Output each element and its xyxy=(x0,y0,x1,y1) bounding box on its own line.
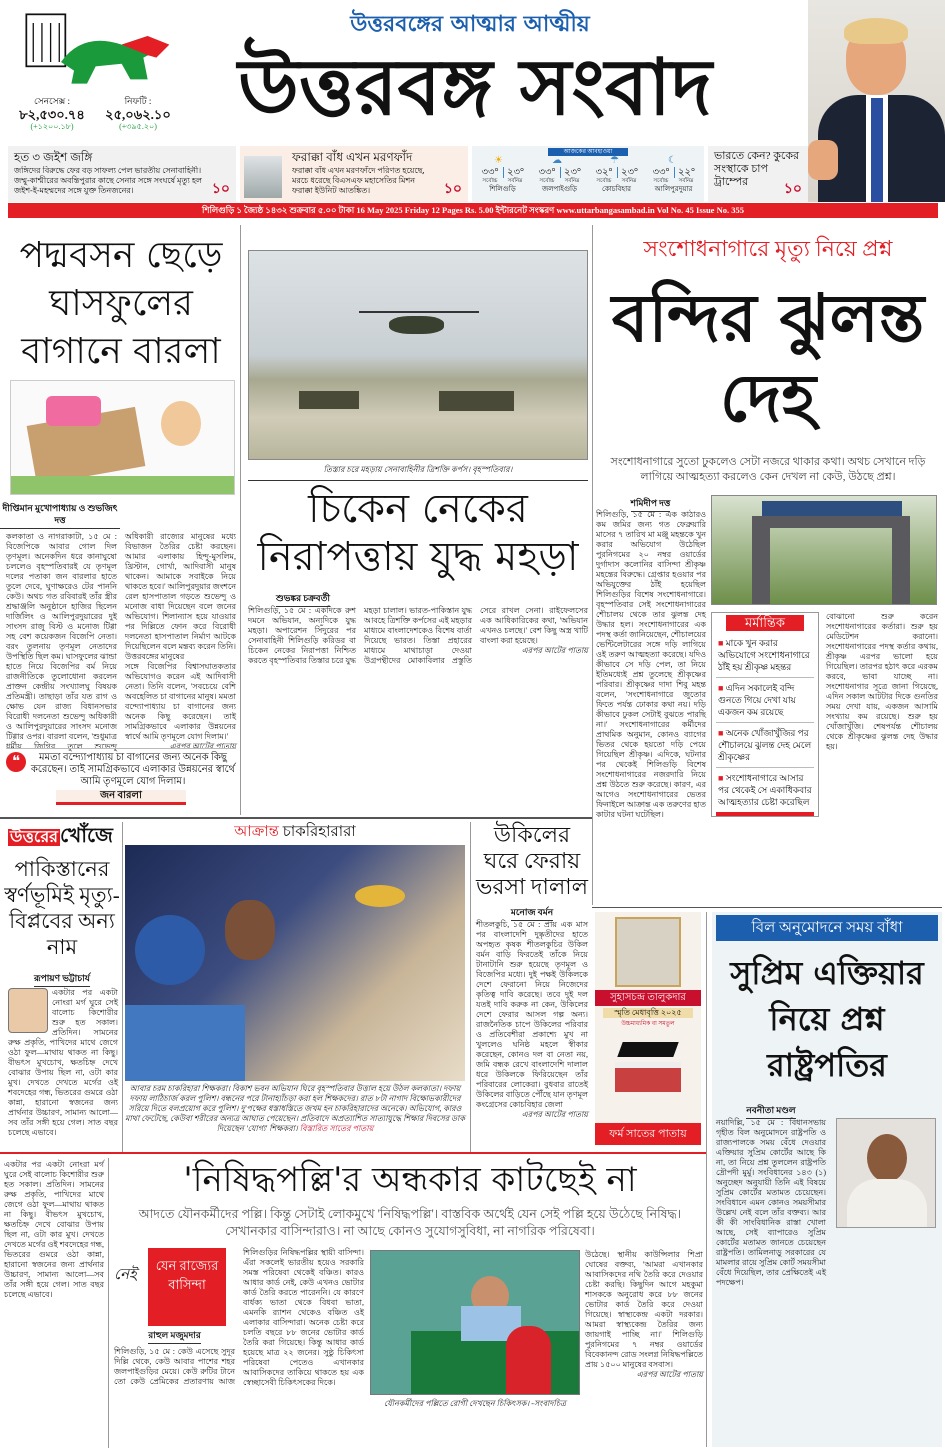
nishiddha-body2-flow xyxy=(585,1250,703,1380)
clinic-photo xyxy=(370,1250,580,1395)
weather-city: জলপাইগুড়ি xyxy=(541,185,578,193)
ukil-body: শীতলকুচি, ১৫ মে : প্রায় এক মাস পর বাংলাদেশি দুষ্কৃতীদের হাতে অপহৃত কৃষক শীতলকুচির উকিল বর্মন বাড়ি ফিরতেই তাঁকে নিয়ে টানাটানি শুরু হয়েছে তৃণমূল ও বিজেপির মধ্যে। দুই পক্ষই উকিলকে দেশে ফেরানো নিয়ে নিজেদের কৃতিত্ব দাবি করেছে। তবে দুই দল যতই দাবি করুক না কেন, উকিলের দেশে ফেরার আসল গল্প অন্য। রাজনৈতিক চাপে উকিলের পরিবার ও প্রতিবেশীরা প্রকাশ্যে মুখ না খুললেও ঘনিষ্ঠ মহলে স্বীকার করেছেন, কোনও দল বা নেতা নয়, জমি বন্ধক রেখে বাংলাদেশি দালাল ধরে উকিলকে ফিরিয়েছেন তাঁর পরিবারের লোকেরা। বুধবার রাতেই উকিলের বাড়িতে পৌঁছে যান তৃণমূল কংগ্রেসের কোচবিহার জেলা xyxy=(476,920,588,1109)
rain-icon: ☂ xyxy=(610,155,619,166)
ukil-byline: মনোজ বর্মন xyxy=(511,906,553,921)
author-photo xyxy=(8,988,48,1033)
graduation-cap-icon xyxy=(617,1042,678,1057)
sun-icon: ☀ xyxy=(494,155,503,166)
chicken-body-flow xyxy=(248,606,588,666)
jobless-kicker: আক্রান্ত চাকরিহারারা xyxy=(234,824,356,840)
min-label: সর্বনিম্ন xyxy=(507,178,523,184)
masthead xyxy=(0,0,945,145)
teaser-farakka[interactable] xyxy=(240,146,468,202)
uttarer-khonje-logo: উত্তরের খোঁজে xyxy=(10,825,113,847)
nishiddha-series-logo: নেই যেন রাজ্যের বাসিন্দা xyxy=(114,1248,235,1326)
quote-icon: ❝ xyxy=(6,752,26,772)
nifty-value: ২৫,০৬২.১০ xyxy=(105,107,171,122)
barla-body-flow xyxy=(6,532,236,752)
page-ref: ১০ xyxy=(783,182,802,197)
trump-photo xyxy=(808,0,945,202)
supreme-byline: নবনীতা মণ্ডল xyxy=(746,1104,795,1119)
weather-siliguri xyxy=(476,167,530,194)
max-temp: ৩৩° xyxy=(652,167,670,178)
khonje-body: একটার পর একটা নোংরা মর্গ ঘুরে সেই বালোচ কিশোরীর শুরু হত সকাল। প্রতিদিন। সামনের রুক্ষ প্রকৃতি, পাখিদের মাথে জেগে ওঠা ফুল—মাথায় থাকত না কিছু। বীভৎস মুখচোখ, ক্ষতচিহ্ন দেখে বোঝার উপায় ছিল না, ওটা কার মুখ। দেখতে দেখতে মর্গের ওই শবদেহের গন্ধ, ভিতরের গুমরে ওঠা কান্না, হারানো স্বজনের জন্য প্রার্থনার উচ্চারণ, সামান্য আলো—সব তাঁর সঙ্গী হয়ে গেল। সাত বছর চলেছে এভাবে। xyxy=(8,988,118,1137)
min-label: সর্বনিম্ন xyxy=(564,178,580,184)
supreme-body: নয়াদিল্লি, ১৫ মে : বিধানসভায় গৃহীত বিল অনুমোদনে রাষ্ট্রপতি ও রাজ্যপালকে সময় বেঁধে দেওয়ার এক্তিয়ার সুপ্রিম কোর্টের আছে কি না, তা নিয়ে প্রশ্ন তুললেন রাষ্ট্রপতি দ্রৌপদী মুর্মু। সংবিধানের ১৪৩ (১) অনুচ্ছেদ অনুযায়ী তিনি এই বিষয়ে সুপ্রিম কোর্টের মতামত চেয়েছেন। সংবিধানে এমন কোনও সময়সীমার উল্লেখ নেই বলে তাঁর বক্তব্য। আর কী কী সাংবিধানিক রাস্তা খোলা আছে, সেই ব্যাপারেও সুপ্রিম কোর্টের মতামত জানতে চেয়েছেন রাষ্ট্রপতি। তামিলনাড়ু সরকারের যে মামলার রায়ে সুপ্রিম কোর্ট সময়সীমা বেঁধে দিয়েছিল, তার প্রেক্ষিতেই এই পদক্ষেপ। xyxy=(716,1118,826,1287)
nishiddha-headline: 'নিষিদ্ধপল্লি'র অন্ধকার কাটছেই না xyxy=(183,1160,637,1200)
clinic-caption: যৌনকর্মীদের পল্লিতে রোগী দেখছেন চিকিৎসক। -সংবাদচিত্র xyxy=(383,1399,567,1408)
quote-by: জন বারলা xyxy=(56,790,186,805)
fact-item: ■ মাকে খুন করার অভিযোগে সংশোধনাগারে ঠাঁই হয় শ্রীকৃষ্ণ মহন্তর xyxy=(716,633,814,678)
fact-box-title: মর্মান্তিক xyxy=(726,615,804,631)
nifty-ticker xyxy=(98,96,178,132)
sensex-label: সেনসেক্স : xyxy=(34,96,70,106)
weather-header: আজকের আবহাওয়া xyxy=(548,148,628,156)
sensex-value: ৮২,৫৩০.৭৪ xyxy=(19,107,85,122)
nishiddha-body: শিলিগুড়ি, ১৫ মে : কেউ এসেছে সুদূর দিল্লি থেকে, কেউ আবার পাশের শহর জলপাইগুড়ির মেয়ে। কেউ রুটির টানে তো কেউ প্রেমিকের প্রতারণায় আজ শিলিগুড়ির নিষিদ্ধপল্লির স্থায়ী বাসিন্দা। এঁরা সকলেই ভারতীয় হয়েও সরকারি সমস্ত পরিষেবা থেকেই বঞ্চিত। কারও আধার কার্ড নেই, কেউ এখনও ভোটার কার্ড তৈরি করতে পারেননি। যে কারণে বার্ধক্য ভাতা থেকে বিধবা ভাতা, এমনকি র‍্যাশন থেকেও বঞ্চিত ওই এলাকার বাসিন্দারা। অনেক চেষ্টা করে চলতি বছরে ৮৮ জনের ভোটার কার্ড তৈরি করা গিয়েছে। কিন্তু আধার কার্ড হয়েছে মাত্র ২২ জনের। সুষ্ঠু চিকিৎসা পরিষেবা পেতেও এখানকার আবাসিকদের তাকিয়ে থাকতে হয় এক স্বেচ্ছাসেবী চিকিৎসকের দিকে। xyxy=(114,1248,364,1387)
teaser-text: ফরাক্কা বাঁধ এখন মরণফাঁদে পরিণত হয়েছে, মরচে ধরেছে বিএসএফ মহাসেতির মিশন ফরাক্কা ইউনিট আতঙ্কিত। xyxy=(292,166,425,195)
barla-headline: পদ্মবসন ছেড়ে ঘাসফুলের বাগানে বারলা xyxy=(19,235,223,372)
weather-alipurduar xyxy=(647,167,701,194)
max-label: সর্বোচ্চ xyxy=(539,178,555,184)
weather-panel xyxy=(472,146,704,202)
max-temp: ৩৩° xyxy=(481,167,499,178)
barla-quote xyxy=(6,748,236,805)
min-temp: ২২° xyxy=(674,167,699,178)
bull-logo-icon xyxy=(5,10,195,88)
scholarship-ad[interactable] xyxy=(595,912,701,1145)
teaser-jaish[interactable] xyxy=(8,146,236,202)
min-temp: ২৩° xyxy=(560,167,585,178)
sensex-change: (+১২০০.১৮) xyxy=(30,122,74,131)
khonje-byline: রূপায়ণ ভট্টাচার্য xyxy=(34,972,90,987)
min-temp: ২৩° xyxy=(617,167,642,178)
max-label: সর্বোচ্চ xyxy=(653,178,669,184)
protest-caption-block xyxy=(125,1084,465,1134)
max-label: সর্বোচ্চ xyxy=(596,178,612,184)
nishiddha-continued[interactable]: এরপর আটের পাতায় xyxy=(636,1370,703,1379)
ukil-continued[interactable]: এরপর আটের পাতায় xyxy=(521,1110,588,1119)
chicken-byline: শুভঙ্কর চক্রবর্তী xyxy=(276,592,330,607)
ad-cta[interactable]: ফর্ম সাতের পাতায় xyxy=(595,1123,701,1145)
chicken-body: শিলিগুড়ি, ১৫ মে : একদিকে রুশ দমনে অভিযান, অন্যদিকে যুদ্ধ মহড়া। অপারেশন সিঁদুরের পর সেনাবাহিনী শিলিগুড়ি করিডর বা চিকেন নেকের নিরাপত্তা নিশ্চিত করতে বৃহস্পতিবার তিস্তার চরে যুদ্ধ মহড়া চালাল। ভারত-পাকিস্তান যুদ্ধ আবহে ত্রিশক্তি কর্পসের এই মহড়ার মাধ্যমে বাংলাদেশকেও বিশেষ বার্তা দিয়েছে ভারত। তিস্তা প্রহারের মাধ্যমে মাথাচাড়া দেওয়া উগ্রপন্থীদের মোকাবিলার প্রস্তুতি সেরে রাখল সেনা। রাইফেলসের এক আধিকারিকের কথা, 'অভিযান এখনও চলছে।' বেশ কিছু অস্ত্র খাটি বাংলা করা হয়েছে। xyxy=(248,606,588,665)
protest-photo xyxy=(125,845,465,1081)
nishiddha-byline: রাহুল মজুমদার xyxy=(148,1329,201,1344)
weather-coochbehar xyxy=(590,167,644,194)
protest-caption: আবার চরম চাকরিহারা শিক্ষকরা। বিকাশ ভবন অভিযান ঘিরে বৃহস্পতিবার উত্তাল হয়ে উঠল কলকাতা। দফায় দফায় লাঠিচার্জ করল পুলিশ। বন্ধনের পরে টানাহ্যাঁচড়া করা হল শিক্ষকদের। রাত ৮টা নাগাদ বিক্ষোভকারীদের সরিয়ে দিতে বলপ্রয়োগ করে পুলিশ। দু'পক্ষের ধস্তাধস্তিতে জখম হন চাকরিহারাদের অনেকে। অভিযোগ, কারও মাথা ফেটেছে, কেউবা শরীরের অন্যত্র আঘাত পেয়েছেন। প্রতিবাদে অপ্রত্যাশিত সাত্যাযুদ্ধে শিক্ষার দিবসের ডাক দিয়েছেন 'যোগ্য' শিক্ষকরা। xyxy=(125,1084,465,1133)
teaser-text: জঙ্গিদের বিরুদ্ধে ফের বড় সাফল্য পেল ভারতীয় সেনাবাহিনী। জম্মু-কাশ্মীরের অবন্তিপুরার কাছে সেনার সঙ্গে সংঘর্ষে মৃত্যু হল জইশ-ই-মহম্মদের সঙ্গে যুক্ত তিনজনের। xyxy=(14,166,202,195)
weather-city: শিলিগুড়ি xyxy=(489,185,516,193)
quote-text: মমতা বন্দ্যোপাধ্যায় চা বাগানের জন্য অনেক কিছু করেছেন। তাই সামগ্রিকভাবে এলাকার উন্নয়নের স্বার্থে আমি তৃণমূলে যোগ দিলাম। xyxy=(30,752,236,787)
ad-name: সুহাসচন্দ্র তালুকদার xyxy=(595,990,701,1006)
prison-headline: বন্দির ঝুলন্ত দেহ xyxy=(611,279,925,437)
teaser-title: হত ৩ জইশ জঙ্গি xyxy=(14,150,93,164)
sensex-ticker xyxy=(12,96,92,132)
max-temp: ৩২° xyxy=(595,167,613,178)
supreme-kicker: বিল অনুমোদনে সময় বাঁধা xyxy=(716,915,938,941)
masthead-title: উত্তরবঙ্গ সংবাদ xyxy=(238,42,712,133)
ukil-body-flow xyxy=(476,920,588,1120)
barla-byline: দীপ্তিমান মুখোপাধ্যায় ও শুভজিৎ দত্ত xyxy=(0,502,120,529)
prison-body-col3: বোঝানো শুরু করেন সংশোধনাগারের কর্তারা। শুরু হয় মেডিটেশন করানো। সংশোধনাগারের পদস্থ কর্তার কথায়, শ্রীকৃষ্ণ এরপর ভালো হয়ে গিয়েছিল। তারপর হঠাৎ করে এরকম করবে, ভাবা যাচ্ছে না। সংশোধনাগার সূত্রে জানা গিয়েছে, এদিন সকাল আটটার দিকে গুনতির সময় দেখা যায়, একজন আসামি সংখ্যায় কম রয়েছে। শুরু হয় খোঁজাখুঁজি। শেষপর্যন্ত শৌচালয় থেকে শ্রীকৃষ্ণের ঝুলন্ত দেহ উদ্ধার হয়। xyxy=(826,612,938,751)
prison-body: শিলিগুড়ি, ১৫ মে : এক কাঠারও কম জমির জন্য গত ফেব্রুয়ারি মাসের ৭ তারিখ মা মঞ্জু মহন্তকে খুন করার অভিযোগ উঠেছিল পুরনিগমের ২০ নম্বর ওয়ার্ডের দুর্গাদাস কলোনির বাসিন্দা শ্রীকৃষ্ণ মহন্তের বিরুদ্ধে। গ্রেপ্তার হওয়ার পর অভিযুক্তের ঠাঁই হয়েছিল শিলিগুড়ির বিশেষ সংশোধনাগারে। বৃহস্পতিবার সেই সংশোধনাগারের শৌচালয় থেকে তার ঝুলন্ত দেহ উদ্ধার হল। সংশোধনাগারের এক পদস্থ কর্তা জানিয়েছেন, শৌচালয়ের ভেন্টিলেটারের সঙ্গে দড়ি লাগিয়ে ওই তরুণ আত্মহত্যা করেছে। যদিও কীভাবে সে দড়ি পেল, তা নিয়ে ইতিমধ্যেই প্রশ্ন তুলেছে শ্রীকৃষ্ণের পরিবার। শ্রীকৃষ্ণের দাদা শিবু মহন্ত বলেন, 'সংশোধনাগারে জুতোর ফিতে পর্যন্ত ঢোকার কথা নয়। দড়ি কীভাবে ঢুকল সেটাই বুঝতে পারছি না।' সংশোধনাগারের কর্মীদের প্রাথমিক অনুমান, কোনও ব্যাগের ভিতর থেকে হয়তো দড়ি পেয়ে গিয়েছিল শ্রীকৃষ্ণ। এদিকে, ঘটনার পর থেকেই শিলিগুড়ি বিশেষ সংশোধনাগারের নজরদারি নিয়ে প্রশ্ন উঠতে শুরু করেছে। কারণ, এর আগেও সংশোধনাগারের ভেতর ফিনাইলে আক্রান্ত এক তরুণের হাত কাটার ঘটনা ঘটেছিল। xyxy=(596,510,706,819)
nifty-label: নিফটি : xyxy=(124,96,152,106)
prison-subhead: সংশোধনাগারে সুতো ঢুকলেও সেটা নজরে থাকার কথা। অথচ সেখানে দড়ি লাগিয়ে আত্মহত্যা করলেও কেন দেখল না কেউ, উঠছে প্রশ্ন। xyxy=(610,456,926,483)
correctional-home-photo xyxy=(711,495,937,605)
barla-body: কলকাতা ও নাগরাকাটা, ১৫ মে : বিজেপিকে আবার গোল দিল তৃণমূল। অনেকদিন ধরে কানাঘুষো চললেও বৃহস্পতিবারই যে তৃণমূল দলের পতাকা জন বারলার হাতে তুলে দেবে, ঘুণাক্ষরেও টের পাননি কেউ। অথচ গত রবিবারই তাঁর স্ত্রীর শ্রদ্ধাঞ্জলি অনুষ্ঠানে হাজির ছিলেন দার্জিলিং ও আলিপুরদুয়ারের দুই সাংসদ রাজু বিস্ট ও মনোজ টিগ্গা সহ বেশ কয়েকজন বিজেপি নেতা। বরং তুলনায় তৃণমূল নেতাদের উপস্থিতি ছিল কম। ঘাসফুলের ঝান্ডা হাতে নিয়ে বিজেপির বর্ম নিয়ে রাজনীতিকে তুলোধোনা করলেন প্রাক্তন কেন্দ্রীয় সংখ্যালঘু বিষয়ক প্রতিমন্ত্রী। তাছাড়া তাঁর যত রাগ ও ক্ষোভ যেন রাজ্য বিধানসভার বিরোধী দলনেতা শুভেন্দু অধিকারী ও আলিপুরদুয়ারের সাংসদ মনোজ টিগ্গার ওপর। বারলা বলেন, 'শুধুমাত্র ধর্মীয় জিগির তুলে শুভেন্দু অধিকারী রাজ্যের মানুষের মধ্যে বিভাজন তৈরির চেষ্টা করছেন। আমার এলাকায় হিন্দু-মুসলিম, খ্রিস্টান, গোর্খা, আদিবাসী মানুষ থাকেন। আমাকে সবাইকে নিয়ে থাকতে হবে।' আলিপুরদুয়ার জংশনে রেল হাসপাতাল গড়তে শুভেন্দু ও মনোজ বাধা দিয়েছেন বলে জনের অভিযোগ। শিলান্যাস হয়ে যাওয়ার পর দিল্লিতে ফোন করে বিরোধী দলনেতা হাসপাতাল নির্মাণ আটকে দিয়েছিলেন বলে মন্তব্য করেন তিনি। উত্তরবঙ্গের মানুষের xyxy=(6,532,236,751)
weather-city: কোচবিহার xyxy=(601,185,631,193)
khonje-headline: পাকিস্তানের স্বর্ণভূমিই মৃত্যু-বিপ্লবের অন্য নাম xyxy=(4,857,120,959)
supreme-headline: সুপ্রিম এক্তিয়ার নিয়ে প্রশ্ন রাষ্ট্রপতির xyxy=(730,954,924,1084)
teaser-trump[interactable] xyxy=(708,146,808,202)
cartoon-illustration xyxy=(10,380,235,495)
khonje-body-continued: একটার পর একটা নোংরা মর্গ ঘুরে সেই বালোচ কিশোরীর শুরু হত সকাল। প্রতিদিন। সামনের রুক্ষ প্রকৃতি, পাখিদের মাথে জেগে ওঠা ফুল—মাথায় থাকত না কিছু। বীভৎস মুখচোখ, ক্ষতচিহ্ন দেখে বোঝার উপায় ছিল না, ওটা কার মুখ। দেখতে দেখতে মর্গের ওই শবদেহের গন্ধ, ভিতরের গুমরে ওঠা কান্না, হারানো স্বজনের জন্য প্রার্থনার উচ্চারণ, সামান্য আলো—সব তাঁর সঙ্গী হয়ে গেল। সাত বছর চলেছে এভাবে। xyxy=(4,1160,104,1299)
jobless-continued[interactable]: বিস্তারিত সাতের পাতায় xyxy=(299,1124,374,1133)
nishiddha-subhead: আদতে যৌনকর্মীদের পল্লি। কিন্তু সেটাই লোকমুখে 'নিষিদ্ধপল্লি'। বাস্তবিক অর্থেই যেন সেই পল্লি হয়ে উঠেছে নিষিদ্ধ। সেখানকার বাসিন্দারাও। না আছে কোনও সুযোগসুবিধা, না নাগরিক পরিষেবা। xyxy=(138,1207,682,1238)
ukil-headline: উকিলের ঘরে ফেরায় ভরসা দালাল xyxy=(475,822,588,899)
max-temp: ৩৩° xyxy=(538,167,556,178)
fact-item: ■ এদিন সকালেই বন্দি গুনতে গিয়ে দেখা যায় একজন কম রয়েছে xyxy=(716,678,814,723)
teaser-title: ফরাক্কা বাঁধ এখন মরণফাঁদ xyxy=(292,150,413,164)
ad-line1: স্মৃতি মেধাবৃত্তি ২০২৫ xyxy=(603,1008,693,1018)
president-photo xyxy=(836,1118,936,1228)
prison-byline: শমিদীপ দত্ত xyxy=(631,497,671,512)
nishiddha-body2: উঠেছে। স্থানীয় কাউন্সিলার শিপ্রা ঘোষের বক্তব্য, 'আমরা এখানকার আবাসিকদের নথি তৈরি করে দেওয়ার চেষ্টা করছি। কিছুদিন আগে মহকুমা শাসককে অনুরোধ করে ৮৮ জনের ভোটার কার্ড তৈরি করে দেওয়া গিয়েছে। স্বাস্থ্যকেন্দ্র একটা দরকার। আমরা স্বাস্থ্যকেন্দ্র তৈরির জন্য জায়গাই পাচ্ছি না।' শিলিগুড়ি পুরনিগমের ৭ নম্বর ওয়ার্ডের বিবেকানন্দ রোড সংলগ্ন নিষিদ্ধপল্লিতে প্রায় ১৫০০ মানুষের বসবাস। xyxy=(585,1250,703,1369)
nifty-change: (+৩৯৫.২০) xyxy=(119,122,157,131)
min-label: সর্বনিম্ন xyxy=(621,178,637,184)
night-rain-icon: ☾ xyxy=(668,155,677,166)
masthead-slogan: উত্তরবঙ্গের আত্মার আত্মীয় xyxy=(350,12,590,37)
min-temp: ২৩° xyxy=(503,167,528,178)
khonje-body-flow xyxy=(8,988,118,1138)
page-ref: ১০ xyxy=(211,182,230,197)
books-icon xyxy=(615,1062,681,1092)
teaser-title: ভারতে কেন? কুকের সংস্থাকে চাপ ট্রাম্পের xyxy=(714,150,800,188)
nishiddha-body-flow xyxy=(114,1248,364,1388)
chicken-headline: চিকেন নেকের নিরাপত্তায় যুদ্ধ মহড়া xyxy=(257,486,579,580)
max-label: সর্বোচ্চ xyxy=(482,178,498,184)
partly-cloudy-icon: ☁ xyxy=(552,155,562,166)
fact-item: ■ সংশোধনাগারে আসার পর থেকেই সে একাধিকবার আত্মহত্যার চেষ্টা করেছিল xyxy=(716,768,814,816)
army-drill-photo xyxy=(248,250,588,460)
farakka-photo xyxy=(244,156,282,198)
army-drill-caption: তিস্তার চরে মহড়ায় সেনাবাহিনীর ত্রিশক্তি কর্পস। বৃহস্পতিবার। xyxy=(323,465,513,474)
dateline-bar: শিলিগুড়ি ১ জ্যৈষ্ঠ ১৪৩২ শুক্রবার ৫.০০ টাকা 16 May 2025 Friday 12 Pages Rs. 5.00 ইন্টারনেট সংস্করণ www.uttarbangasambad.in Vol No. 45 Issue No. 355 xyxy=(8,203,938,218)
portrait-photo xyxy=(615,917,681,987)
ad-line2: উচ্চমাধ্যমিক বা সমতুল xyxy=(621,1021,675,1027)
fact-item: ■ অনেক খোঁজাখুঁজির পর শৌচালয়ে ঝুলন্ত দেহ মেলে শ্রীকৃষ্ণের xyxy=(716,723,814,768)
weather-city: আলিপুরদুয়ার xyxy=(654,185,693,193)
page-ref: ১০ xyxy=(443,182,462,197)
weather-jalpaiguri xyxy=(533,167,587,194)
barla-body-col2: সঙ্গে বিজেপির বিশ্বাসঘাতকতার অভিযোগও করেন এই আদিবাসী নেতা। তিনি বলেন, 'সবচেয়ে বেশি অবহেলিত চা বাগানের মানুষ। মমতা বন্দ্যোপাধ্যায় চা বাগানের জন্য অনেক কিছু করেছেন। তাই সামগ্রিকভাবে এলাকার উন্নয়নের স্বার্থে আমি তৃণমূলে যোগ দিলাম।' xyxy=(125,662,236,741)
barla-continued[interactable]: এরপর আটের পাতায় xyxy=(169,742,236,751)
prison-fact-box xyxy=(711,612,819,817)
chicken-continued[interactable]: এরপর আটের পাতায় xyxy=(521,646,588,655)
prison-kicker: সংশোধনাগারে মৃত্যু নিয়ে প্রশ্ন xyxy=(643,236,893,261)
min-label: সর্বনিম্ন xyxy=(678,178,694,184)
